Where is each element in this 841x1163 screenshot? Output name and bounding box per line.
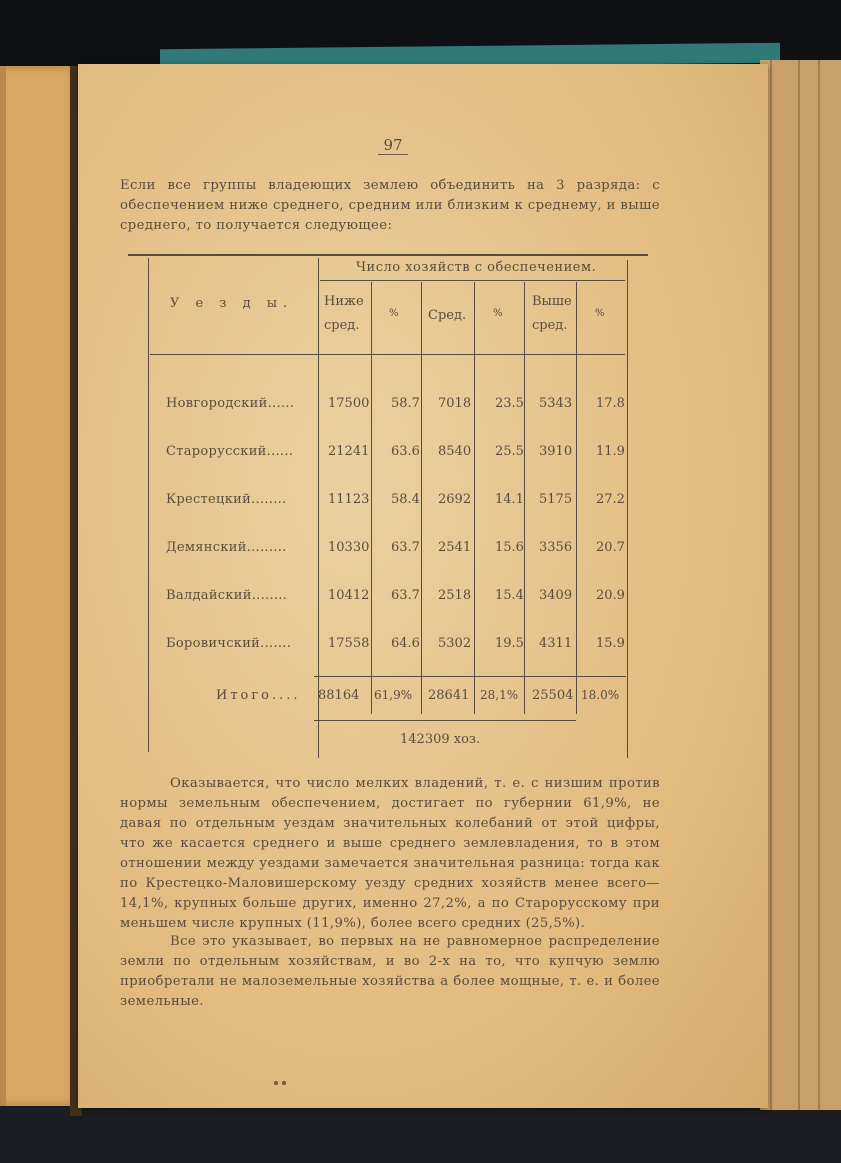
mid-value: 7018: [438, 396, 472, 411]
below-pct: 63.7: [391, 540, 420, 555]
district-name: Боровичский.......: [166, 636, 292, 651]
below-pct: 63.7: [391, 588, 420, 603]
col-header-pct-2: %: [493, 308, 503, 319]
below-pct: 64.6: [391, 636, 420, 651]
above-pct: 20.7: [596, 540, 625, 555]
total-below: 88164: [318, 688, 360, 703]
above-value: 5175: [539, 492, 573, 507]
district-column-divider: [318, 258, 319, 758]
below-value: 10412: [328, 588, 370, 603]
above-value: 3356: [539, 540, 573, 555]
above-pct: 27.2: [596, 492, 625, 507]
above-pct: 17.8: [596, 396, 625, 411]
group-header-rule: [320, 280, 625, 281]
col-header-mid: Сред.: [428, 308, 467, 323]
total-above-pct: 18.0%: [581, 688, 620, 702]
body-paragraph-1: Оказывается, что число мелких владений, т. е. с низшим против нормы земельным обеспечением, достигает по губернии 61,9%, не давая по отдельным уездам значительных колебаний от этой цифры, что же касается среднего и выше среднего землевладения, то в этом отношении между уездами замечается значительная разница: тогда как по Крестецко-Маловишерскому уезду средних хозяйств менее всего—14,1%, крупных больше других, именно 27,2%, а по Старорусскому при меньшем числе крупных (11,9%), более всего средних (25,5%).: [120, 776, 660, 931]
below-pct: 58.4: [391, 492, 420, 507]
table-left-border: [148, 258, 149, 752]
below-value: 21241: [328, 444, 370, 459]
mid-value: 5302: [438, 636, 472, 651]
mid-pct: 14.1: [495, 492, 524, 507]
below-pct: 58.7: [391, 396, 420, 411]
district-header: У е з д ы.: [170, 296, 294, 311]
above-pct: 15.9: [596, 636, 625, 651]
below-value: 17558: [328, 636, 370, 651]
above-value: 5343: [539, 396, 573, 411]
below-value: 10330: [328, 540, 370, 555]
table-right-border: [627, 260, 628, 758]
page-number: 97: [378, 136, 408, 155]
mid-pct: 15.4: [495, 588, 524, 603]
district-name: Новгородский......: [166, 396, 295, 411]
total-top-rule: [314, 676, 626, 677]
above-value: 3409: [539, 588, 573, 603]
district-name: Валдайский........: [166, 588, 288, 603]
mid-pct: 23.5: [495, 396, 524, 411]
mid-value: 2541: [438, 540, 472, 555]
page-ornament: [274, 1070, 290, 1076]
district-name: Крестецкий........: [166, 492, 287, 507]
mid-value: 8540: [438, 444, 472, 459]
left-page: [0, 66, 80, 1106]
mid-value: 2518: [438, 588, 472, 603]
body-paragraph-2: Все это указывает, во первых на не равномерное распределение земли по отдельным хозяйствам, и во 2-х на то, что купчую землю приобретали не малоземельные хозяйства а более мощные, т. е. и более земельные.: [120, 934, 660, 1009]
above-value: 4311: [539, 636, 573, 651]
page-stack-right: [760, 60, 841, 1110]
group-header: Число хозяйств с обеспечением.: [356, 260, 597, 275]
total-mid-pct: 28,1%: [480, 688, 519, 702]
mid-pct: 15.6: [495, 540, 524, 555]
below-pct: 63.6: [391, 444, 420, 459]
col-header-pct-3: %: [595, 308, 605, 319]
above-value: 3910: [539, 444, 573, 459]
col-header-above: Выше сред.: [532, 294, 572, 333]
total-below-pct: 61,9%: [374, 688, 413, 702]
district-name: Демянский.........: [166, 540, 287, 555]
below-value: 11123: [328, 492, 370, 507]
above-pct: 11.9: [596, 444, 625, 459]
total-bottom-rule: [314, 720, 576, 721]
total-mid: 28641: [428, 688, 470, 703]
intro-paragraph: Если все группы владеющих землею объединить на 3 разряда: с обеспечением ниже среднего, средним или близким к среднему, и выше среднего, то получается следующее:: [120, 178, 660, 233]
mid-pct: 25.5: [495, 444, 524, 459]
col-header-pct-1: %: [389, 308, 399, 319]
col-header-below: Ниже сред.: [324, 294, 364, 333]
total-above: 25504: [532, 688, 574, 703]
district-name: Старорусский......: [166, 444, 294, 459]
above-pct: 20.9: [596, 588, 625, 603]
book-page: [78, 64, 768, 1108]
mid-value: 2692: [438, 492, 472, 507]
mid-pct: 19.5: [495, 636, 524, 651]
total-label: Итого....: [216, 688, 301, 703]
header-bottom-rule: [150, 354, 625, 355]
below-value: 17500: [328, 396, 370, 411]
table-top-rule: [128, 254, 648, 256]
grand-total: 142309 хоз.: [400, 732, 481, 747]
